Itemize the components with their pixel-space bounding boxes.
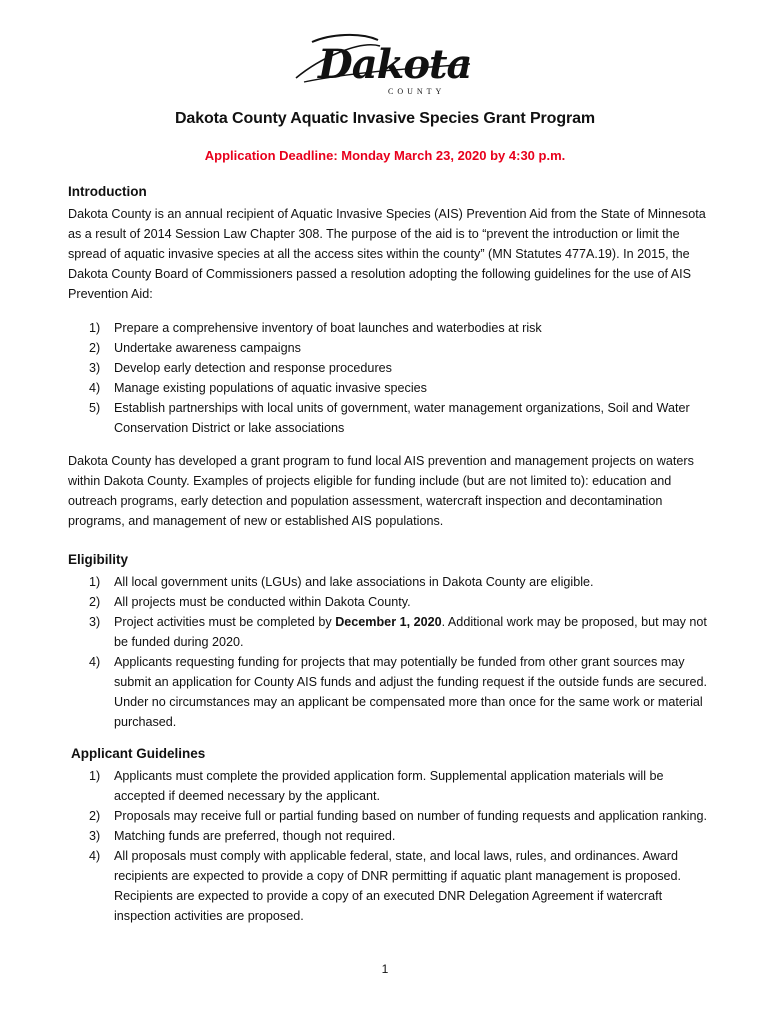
list-item: 2) Proposals may receive full or partial funding based on number of funding requests and application ranking. <box>89 809 707 823</box>
logo-wordmark: Dakota <box>318 41 472 88</box>
list-item: 1) All local government units (LGUs) and lake associations in Dakota County are eligible. <box>89 575 594 589</box>
page-title: Dakota County Aquatic Invasive Species Grant Program <box>174 110 596 127</box>
list-item: 3) Project activities must be completed by December 1, 2020. Additional work may be proposed, but may not be funded during 2020. <box>89 615 707 649</box>
list-item: 2) All projects must be conducted within Dakota County. <box>89 595 411 609</box>
page-number: 1 <box>381 962 389 976</box>
completion-date: December 1, 2020 <box>335 615 442 629</box>
list-item: 1) Prepare a comprehensive inventory of boat launches and waterbodies at risk <box>89 321 542 335</box>
introduction-heading: Introduction <box>68 184 147 199</box>
list-item: 1) Applicants must complete the provided application form. Supplemental application materials will be accepted if deemed necessary by the applicant. <box>89 769 664 803</box>
list-item: 4) All proposals must comply with applicable federal, state, and local laws, rules, and ordinances. Award recipients are expected to provide a copy of DNR permitting if aquatic plant management is proposed. Recipients are expected to provide a copy of an executed DNR Delegation Agreement if watercraft inspection activities are proposed. <box>89 849 682 923</box>
list-item: 4) Applicants requesting funding for projects that may potentially be funded from other grant sources may submit an application for County AIS funds and adjust the funding request if the outside funds are secured. Under no circumstances may an applicant be compensated more than once for the same work or material purchased. <box>89 655 707 729</box>
list-item: 5) Establish partnerships with local units of government, water management organizations, Soil and Water Conservation District or lake associations <box>89 401 690 435</box>
logo-subtitle: COUNTY <box>388 87 446 96</box>
eligibility-heading: Eligibility <box>68 552 129 567</box>
applicant-guidelines-heading: Applicant Guidelines <box>71 746 206 761</box>
list-item: 3) Matching funds are preferred, though not required. <box>89 829 396 843</box>
introduction-paragraph: Dakota County is an annual recipient of Aquatic Invasive Species (AIS) Prevention Aid from the State of Minnesota as a result of 2014 Session Law Chapter 308. The purpose of the aid is to “prevent the introduction or limit the spread of aquatic invasive species at all the access sites within the county” (MN Statutes 477A.19). In 2015, the Dakota County Board of Commissioners passed a resolution adopting the following guidelines for the use of AIS Prevention Aid: <box>68 207 706 301</box>
list-item: 4) Manage existing populations of aquatic invasive species <box>89 381 427 395</box>
ais-guidelines-list <box>68 318 708 438</box>
list-item: 2) Undertake awareness campaigns <box>89 341 301 355</box>
list-item: 3) Develop early detection and response procedures <box>89 361 392 375</box>
applicant-guidelines-list <box>68 766 708 926</box>
grant-program-paragraph: Dakota County has developed a grant program to fund local AIS prevention and management projects on waters within Dakota County. Examples of projects eligible for funding include (but are not limited to): education and outreach programs, early detection and population assessment, watercraft inspection and decontamination programs, and management of new or established AIS populations. <box>68 454 694 528</box>
dakota-county-logo <box>290 28 480 100</box>
application-deadline: Application Deadline: Monday March 23, 2020 by 4:30 p.m. <box>204 148 566 163</box>
eligibility-list <box>68 572 708 732</box>
